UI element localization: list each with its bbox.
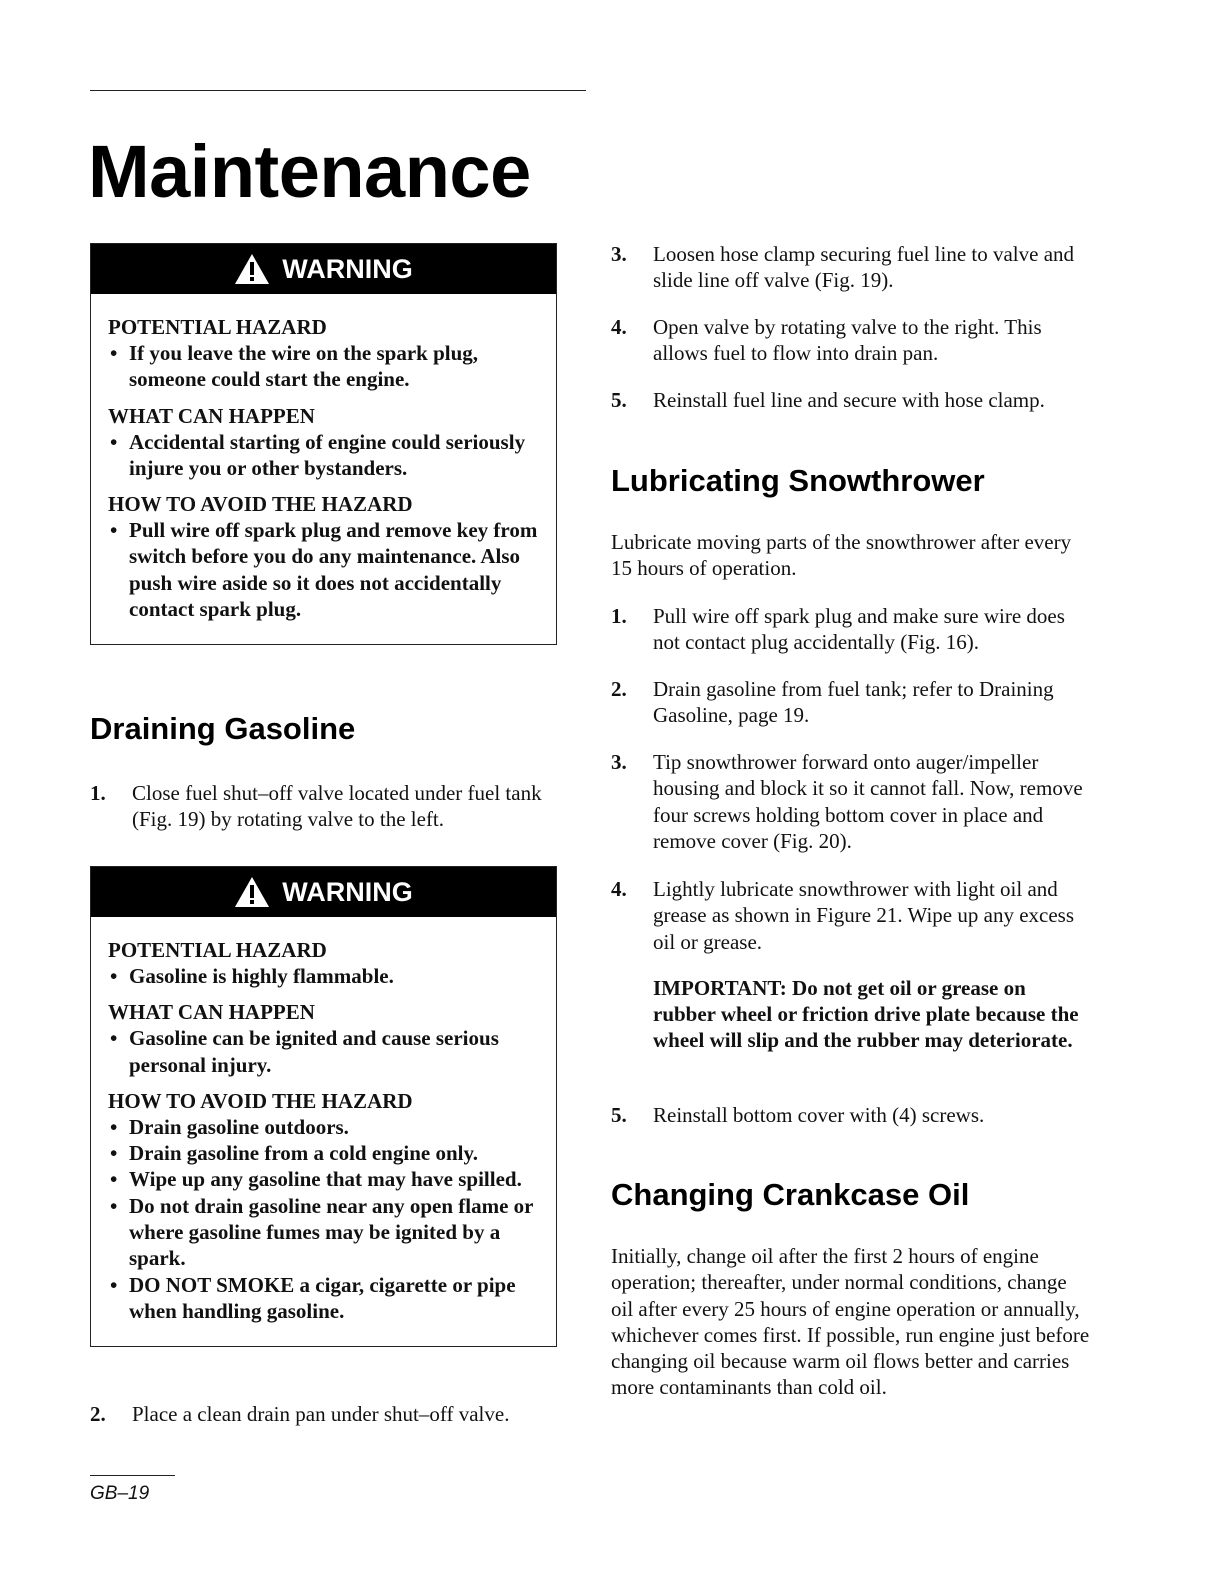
warning-body <box>91 294 556 644</box>
heading-lubricating-snowthrower: Lubricating Snowthrower <box>611 463 985 498</box>
draining-step-2 <box>90 1401 557 1427</box>
right-column <box>611 0 1091 1582</box>
page-number: GB–19 <box>90 1483 150 1504</box>
list-item: • Wipe up any gasoline that may have spilled. <box>108 1166 540 1192</box>
step-number: 2. <box>90 1402 106 1426</box>
warning-header <box>91 244 556 294</box>
draining-step-5 <box>611 387 1091 413</box>
list-item: • Drain gasoline from a cold engine only. <box>108 1140 540 1166</box>
warning-triangle-icon <box>234 253 270 285</box>
step-text: Close fuel shut–off valve located under fuel tank (Fig. 19) by rotating valve to the left. <box>132 781 542 832</box>
page-title: Maintenance <box>88 130 531 213</box>
step-number: 3. <box>611 242 627 266</box>
how-to-avoid-list <box>108 517 540 622</box>
list-item: • DO NOT SMOKE a cigar, cigarette or pipe when handling gasoline. <box>108 1272 540 1325</box>
step-number: 5. <box>611 388 627 412</box>
how-to-avoid-list <box>108 1114 540 1324</box>
potential-hazard-label: POTENTIAL HAZARD <box>108 938 327 962</box>
how-to-avoid-label: HOW TO AVOID THE HAZARD <box>108 1088 413 1113</box>
what-can-happen-label: WHAT CAN HAPPEN <box>108 1000 315 1025</box>
left-column <box>90 0 557 1582</box>
lubricating-step-4 <box>611 876 1091 1054</box>
step-number: 2. <box>611 677 627 701</box>
list-item: • Gasoline can be ignited and cause serious personal injury. <box>108 1025 540 1078</box>
lubricating-step-2 <box>611 676 1091 729</box>
step-number: 5. <box>611 1103 627 1127</box>
warning-label: WARNING <box>282 253 413 284</box>
lubricating-step-3 <box>611 749 1091 854</box>
list-item: • Do not drain gasoline near any open flame or where gasoline fumes may be ignited by a spark. <box>108 1193 540 1272</box>
step-text: Reinstall fuel line and secure with hose clamp. <box>653 388 1045 412</box>
important-note: IMPORTANT: Do not get oil or grease on rubber wheel or friction drive plate because the wheel will slip and the rubber may deteriorate. <box>653 975 1079 1053</box>
lubricating-step-5 <box>611 1102 1091 1128</box>
step-text: Loosen hose clamp securing fuel line to valve and slide line off valve (Fig. 19). <box>653 242 1075 293</box>
step-text: Reinstall bottom cover with (4) screws. <box>653 1103 985 1127</box>
list-item: • Gasoline is highly flammable. <box>108 963 540 989</box>
step-text: Lightly lubricate snowthrower with light oil and grease as shown in Figure 21. Wipe up any excess oil or grease. <box>653 877 1075 954</box>
potential-hazard-label: POTENTIAL HAZARD <box>108 315 327 339</box>
what-can-happen-list <box>108 429 540 482</box>
draining-step-1 <box>90 780 557 833</box>
what-can-happen-list <box>108 1025 540 1078</box>
step-number: 1. <box>90 781 106 805</box>
footer-rule <box>90 1475 175 1476</box>
potential-hazard-list <box>108 340 540 393</box>
step-text: Tip snowthrower forward onto auger/impeller housing and block it so it cannot fall. Now, remove four screws holding bottom cover in place and remove cover (Fig. 20). <box>653 750 1083 853</box>
step-text: Place a clean drain pan under shut–off valve. <box>132 1402 510 1426</box>
warning-label: WARNING <box>282 876 413 907</box>
what-can-happen-label: WHAT CAN HAPPEN <box>108 403 315 428</box>
potential-hazard-list <box>108 963 540 989</box>
list-item: • Drain gasoline outdoors. <box>108 1114 540 1140</box>
step-number: 4. <box>611 315 627 339</box>
list-item: • Accidental starting of engine could seriously injure you or other bystanders. <box>108 429 540 482</box>
heading-draining-gasoline: Draining Gasoline <box>90 711 356 746</box>
draining-step-3 <box>611 241 1091 294</box>
step-text: Drain gasoline from fuel tank; refer to Draining Gasoline, page 19. <box>653 677 1054 728</box>
heading-changing-crankcase-oil: Changing Crankcase Oil <box>611 1177 970 1212</box>
crankcase-intro: Initially, change oil after the first 2 hours of engine operation; thereafter, under normal conditions, change oil after every 25 hours of engine operation or annually, whichever comes first. If possible, run engine just before changing oil because warm oil flows better and carries more contaminants than cold oil. <box>611 1244 1090 1400</box>
step-text: Open valve by rotating valve to the right. This allows fuel to flow into drain pan. <box>653 315 1042 366</box>
step-number: 4. <box>611 877 627 901</box>
how-to-avoid-label: HOW TO AVOID THE HAZARD <box>108 492 413 517</box>
step-number: 3. <box>611 750 627 774</box>
warning-body <box>91 917 556 1346</box>
lubricating-step-1 <box>611 603 1091 656</box>
lubricating-intro: Lubricate moving parts of the snowthrower after every 15 hours of operation. <box>611 530 1072 581</box>
step-text: Pull wire off spark plug and make sure wire does not contact plug accidentally (Fig. 16). <box>653 604 1065 655</box>
warning-box-spark-plug <box>90 243 557 645</box>
warning-triangle-icon <box>234 876 270 908</box>
warning-box-gasoline <box>90 866 557 1347</box>
draining-step-4 <box>611 314 1091 367</box>
list-item: • Pull wire off spark plug and remove key from switch before you do any maintenance. Also push wire aside so it does not accidentally contact spark plug. <box>108 517 540 622</box>
step-number: 1. <box>611 604 627 628</box>
list-item: • If you leave the wire on the spark plug, someone could start the engine. <box>108 340 540 393</box>
warning-header <box>91 867 556 917</box>
